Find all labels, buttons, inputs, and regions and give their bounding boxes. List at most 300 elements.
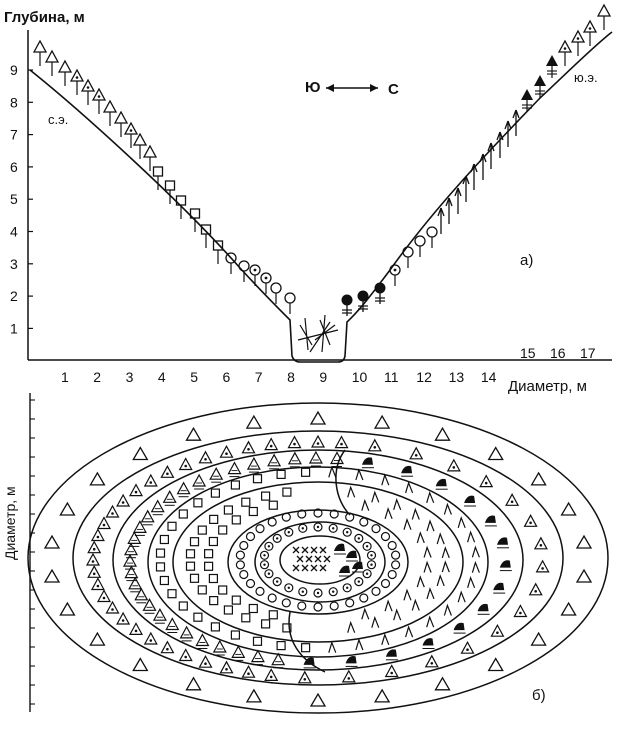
plan-symbol-triangle-lined bbox=[193, 475, 205, 489]
profile-x-tick-label: 8 bbox=[287, 369, 295, 385]
plan-symbol-triangle bbox=[45, 536, 59, 548]
profile-panel bbox=[4, 5, 612, 395]
plan-symbol-reed bbox=[382, 635, 389, 645]
plan-symbol-triangle bbox=[489, 448, 503, 460]
plan-symbol-triangle-dot bbox=[514, 606, 526, 617]
plan-symbol-square bbox=[210, 597, 218, 605]
plan-symbol-reed bbox=[472, 547, 479, 557]
plan-symbol-triangle-dot bbox=[88, 542, 100, 553]
plan-symbol-cross bbox=[315, 556, 321, 562]
plan-symbol-reed bbox=[424, 563, 431, 573]
plan-symbol-triangle-lined bbox=[154, 609, 166, 623]
plan-symbol-cross bbox=[324, 556, 330, 562]
plan-symbol-triangle-dot bbox=[200, 452, 212, 463]
profile-x-tick-label-right: 16 bbox=[550, 345, 566, 361]
profile-x-tick-label: 6 bbox=[222, 369, 231, 385]
profile-panel-label: а) bbox=[520, 252, 534, 269]
plan-symbol-square bbox=[194, 499, 202, 507]
plan-symbol-reed bbox=[427, 617, 434, 627]
profile-plant-symbol bbox=[104, 101, 116, 126]
profile-plant-symbol bbox=[463, 176, 469, 202]
plan-symbol-filled bbox=[500, 560, 512, 570]
plan-symbol-circle bbox=[372, 525, 380, 533]
profile-plant-symbol bbox=[572, 31, 584, 56]
plan-symbol-circle bbox=[372, 587, 380, 595]
profile-plant-symbol bbox=[471, 164, 477, 190]
profile-y-tick-label: 8 bbox=[10, 94, 18, 111]
plan-panel bbox=[2, 393, 608, 713]
plan-symbol-square bbox=[232, 596, 240, 604]
profile-x-tick-label: 5 bbox=[190, 369, 198, 385]
profile-plant-symbol bbox=[59, 61, 71, 86]
plan-symbol-square bbox=[198, 586, 206, 594]
plan-symbol-triangle-dot bbox=[265, 669, 277, 680]
plan-symbol-triangle bbox=[577, 536, 591, 548]
plan-y-ticks bbox=[30, 400, 35, 704]
plan-symbol-reed bbox=[442, 548, 449, 558]
profile-y-axis-title: Глубина, м bbox=[4, 9, 85, 26]
plan-symbol-circle bbox=[247, 533, 255, 541]
profile-plant-symbol bbox=[521, 89, 533, 112]
plan-symbol-square bbox=[187, 562, 195, 570]
plan-symbol-circle bbox=[247, 580, 255, 588]
plan-symbol-triangle-dot bbox=[525, 515, 537, 526]
plan-symbol-triangle bbox=[489, 659, 503, 671]
plan-symbol-triangle-dot bbox=[161, 466, 173, 477]
profile-plant-symbol bbox=[285, 293, 295, 314]
plan-symbol-reed bbox=[362, 501, 369, 511]
plan-symbol-circle bbox=[388, 542, 396, 550]
plan-symbol-square bbox=[283, 488, 291, 496]
plan-symbol-circle-dot bbox=[261, 561, 269, 569]
plan-symbol-reed bbox=[362, 609, 369, 619]
plan-symbol-circle bbox=[256, 525, 264, 533]
plan-symbol-reed bbox=[348, 623, 355, 633]
plan-symbol-square bbox=[157, 563, 165, 571]
plan-symbol-square bbox=[191, 574, 199, 582]
profile-x-tick-label: 10 bbox=[351, 369, 368, 385]
plan-symbol-reed bbox=[385, 601, 392, 611]
plan-symbol-square bbox=[231, 481, 239, 489]
zone-outline-4 bbox=[148, 467, 488, 657]
plan-symbol-triangle-lined bbox=[214, 641, 226, 655]
plan-symbol-triangle bbox=[436, 678, 450, 690]
plan-symbol-triangle-dot bbox=[289, 437, 301, 448]
plan-symbol-square bbox=[160, 536, 168, 544]
plan-symbol-triangle-dot bbox=[200, 656, 212, 667]
profile-y-tick-label: 7 bbox=[10, 126, 18, 143]
plan-symbol-triangle bbox=[90, 633, 104, 645]
plan-symbol-circle bbox=[314, 603, 322, 611]
plan-symbol-square bbox=[302, 644, 310, 652]
plan-symbol-triangle-dot bbox=[107, 602, 119, 613]
profile-plant-symbol bbox=[250, 265, 260, 286]
profile-y-tick-label: 6 bbox=[10, 158, 18, 175]
plan-symbol-triangle-lined bbox=[289, 453, 301, 467]
plan-symbol-circle bbox=[282, 599, 290, 607]
plan-symbol-triangle-lined bbox=[181, 627, 193, 641]
plan-symbol-triangle-dot bbox=[130, 623, 142, 634]
profile-x-tick-label: 1 bbox=[61, 369, 69, 385]
plan-symbol-circle-dot bbox=[368, 561, 376, 569]
plan-symbol-square bbox=[302, 468, 310, 476]
direction-indicator bbox=[305, 79, 399, 98]
plan-symbol-filled bbox=[352, 562, 364, 572]
plan-symbol-triangle bbox=[311, 412, 325, 424]
plan-symbol-reed bbox=[404, 590, 411, 600]
plan-symbol-reed bbox=[385, 509, 392, 519]
plan-symbol-triangle-dot bbox=[88, 566, 100, 577]
profile-y-tick-label: 3 bbox=[10, 255, 18, 272]
plan-symbol-triangle-dot bbox=[448, 460, 460, 471]
plan-symbol-circle bbox=[392, 551, 400, 559]
plan-symbol-reed bbox=[394, 610, 401, 620]
plan-symbol-circle bbox=[382, 533, 390, 541]
plan-symbol-cross bbox=[293, 547, 299, 553]
plan-symbol-triangle-lined bbox=[272, 654, 284, 668]
profile-plant-symbol bbox=[239, 261, 249, 282]
plan-symbol-triangle-dot bbox=[426, 656, 438, 667]
plan-symbol-reed bbox=[437, 534, 444, 544]
plan-symbol-triangle bbox=[133, 448, 147, 460]
plan-symbol-square bbox=[219, 586, 227, 594]
plan-symbol-triangle-lined bbox=[152, 501, 164, 515]
profile-plant-symbol bbox=[559, 41, 571, 66]
plan-symbol-filled bbox=[464, 496, 476, 506]
plan-symbol-circle-dot bbox=[343, 584, 351, 592]
plan-symbol-circle bbox=[240, 571, 248, 579]
plan-symbol-filled bbox=[386, 649, 398, 659]
plan-symbol-triangle-lined bbox=[232, 646, 244, 660]
profile-plant-symbol bbox=[438, 208, 444, 234]
plan-symbol-triangle-lined bbox=[129, 578, 141, 592]
profile-plant-symbol bbox=[125, 123, 137, 148]
plan-symbol-triangle bbox=[562, 503, 576, 515]
plan-symbol-circle-dot bbox=[261, 551, 269, 559]
plan-symbol-triangle-dot bbox=[343, 671, 355, 682]
plan-symbol-triangle bbox=[375, 690, 389, 702]
plan-symbol-circle bbox=[360, 518, 368, 526]
plan-symbol-square bbox=[249, 508, 257, 516]
plan-symbol-cross bbox=[320, 565, 326, 571]
plan-symbol-triangle-dot bbox=[98, 518, 110, 529]
plan-symbol-square bbox=[269, 611, 277, 619]
plan-symbol-triangle-dot bbox=[92, 530, 104, 541]
plan-symbol-filled bbox=[436, 479, 448, 489]
plan-symbol-circle bbox=[236, 551, 244, 559]
plan-symbol-filled bbox=[401, 466, 413, 476]
plan-symbol-circle bbox=[236, 561, 244, 569]
plan-symbol-square bbox=[179, 510, 187, 518]
plan-symbol-circle-dot bbox=[363, 570, 371, 578]
plan-symbol-square bbox=[277, 642, 285, 650]
profile-right-label: ю.э. bbox=[574, 70, 598, 85]
plan-symbol-circle bbox=[282, 513, 290, 521]
plan-symbol-filled bbox=[334, 544, 346, 554]
plan-symbol-triangle-dot bbox=[369, 440, 381, 451]
plan-symbol-triangle bbox=[532, 633, 546, 645]
plan-symbol-triangle-dot bbox=[243, 442, 255, 453]
central-plant-cluster bbox=[298, 315, 338, 352]
plan-symbol-triangle-dot bbox=[92, 579, 104, 590]
profile-x-tick-label: 3 bbox=[125, 369, 134, 385]
zone-outlines bbox=[28, 403, 608, 713]
profile-y-ticks bbox=[10, 62, 33, 336]
plan-symbol-circle-dot bbox=[314, 589, 322, 597]
plan-symbol-circle bbox=[360, 594, 368, 602]
basin-profile-outline bbox=[30, 32, 612, 362]
plan-symbol-circle-dot bbox=[299, 524, 307, 532]
plan-symbol-triangle bbox=[187, 678, 201, 690]
plan-symbol-square bbox=[254, 637, 262, 645]
plan-symbol-filled bbox=[497, 537, 509, 547]
plan-symbol-reed bbox=[458, 518, 465, 528]
plan-symbol-circle bbox=[330, 602, 338, 610]
plan-symbol-triangle bbox=[436, 428, 450, 440]
profile-x-tick-label: 13 bbox=[448, 369, 465, 385]
profile-plant-symbol bbox=[134, 134, 146, 159]
plan-symbol-triangle bbox=[562, 603, 576, 615]
plan-symbol-triangle-lined bbox=[164, 491, 176, 505]
plan-symbol-circle-dot bbox=[265, 570, 273, 578]
plan-symbol-reed bbox=[468, 578, 475, 588]
plan-panel-label: б) bbox=[532, 687, 546, 704]
plan-symbol-triangle-lined bbox=[166, 619, 178, 633]
profile-plant-symbol bbox=[427, 227, 437, 248]
profile-x-tick-label: 7 bbox=[254, 369, 263, 385]
plan-symbol-circle-dot bbox=[285, 528, 293, 536]
plan-symbol-square bbox=[160, 577, 168, 585]
profile-plant-symbol bbox=[480, 154, 486, 180]
plan-symbol-cross bbox=[311, 565, 317, 571]
plan-symbol-reed bbox=[458, 592, 465, 602]
profile-plant-symbol bbox=[546, 55, 558, 78]
plan-symbol-square bbox=[262, 492, 270, 500]
plan-symbol-reed bbox=[372, 618, 379, 628]
plan-symbol-square bbox=[232, 516, 240, 524]
profile-y-tick-label: 9 bbox=[10, 62, 18, 78]
zone-outline-2 bbox=[73, 431, 563, 685]
plan-symbol-reed bbox=[417, 533, 424, 543]
plan-symbol-reed bbox=[444, 606, 451, 616]
plan-symbol-triangle-dot bbox=[506, 494, 518, 505]
plan-symbol-triangle bbox=[90, 473, 104, 485]
plan-symbol-square bbox=[269, 501, 277, 509]
zone-outline-5 bbox=[173, 482, 463, 642]
plan-symbol-circle-dot bbox=[273, 534, 281, 542]
plan-symbol-triangle-dot bbox=[145, 633, 157, 644]
plan-symbol-square bbox=[277, 470, 285, 478]
plan-symbol-square bbox=[224, 606, 232, 614]
plan-symbol-square bbox=[249, 605, 257, 613]
plan-symbol-square bbox=[198, 526, 206, 534]
profile-plant-symbol bbox=[34, 41, 46, 66]
profile-plant-symbol bbox=[375, 283, 386, 305]
plan-symbol-triangle-lined bbox=[142, 511, 154, 525]
plan-symbol-square bbox=[209, 538, 217, 546]
plan-symbol-triangle-dot bbox=[530, 584, 542, 595]
profile-vegetation-symbols bbox=[34, 5, 610, 316]
plan-symbol-reed bbox=[417, 577, 424, 587]
plan-symbol-reed bbox=[348, 487, 355, 497]
plan-symbol-circle-dot bbox=[285, 584, 293, 592]
plan-symbol-triangle-dot bbox=[480, 476, 492, 487]
plan-symbol-filled bbox=[485, 516, 497, 526]
plan-symbol-triangle-dot bbox=[180, 650, 192, 661]
plan-symbol-filled bbox=[454, 623, 466, 633]
plan-symbol-filled bbox=[478, 604, 490, 614]
plan-symbol-triangle-dot bbox=[243, 666, 255, 677]
plan-symbol-triangle-dot bbox=[491, 625, 503, 636]
plan-symbol-square bbox=[168, 522, 176, 530]
plan-symbol-square bbox=[254, 475, 262, 483]
plan-symbol-cross bbox=[297, 556, 303, 562]
plan-symbol-filled bbox=[346, 656, 358, 666]
profile-plant-symbol bbox=[584, 21, 596, 46]
profile-plant-symbol bbox=[497, 132, 503, 158]
plan-symbol-reed bbox=[442, 562, 449, 572]
plan-symbol-triangle bbox=[375, 416, 389, 428]
plan-symbol-triangle bbox=[532, 473, 546, 485]
plan-symbol-triangle bbox=[247, 416, 261, 428]
profile-plant-symbol bbox=[191, 209, 200, 232]
plan-symbol-cross bbox=[293, 565, 299, 571]
profile-plant-symbol bbox=[271, 283, 281, 304]
plan-symbol-triangle-dot bbox=[386, 666, 398, 677]
plan-symbol-triangle bbox=[247, 690, 261, 702]
profile-y-tick-label: 4 bbox=[10, 223, 18, 240]
plan-symbol-triangle-lined bbox=[125, 544, 137, 558]
profile-x-axis-title: Диаметр, м bbox=[508, 378, 587, 395]
plan-symbol-square bbox=[210, 515, 218, 523]
plan-y-axis-title: Диаметр, м bbox=[2, 486, 18, 560]
profile-plant-symbol bbox=[446, 198, 452, 224]
plan-symbol-triangle bbox=[187, 428, 201, 440]
plan-symbol-square bbox=[231, 631, 239, 639]
profile-plant-symbol bbox=[455, 188, 461, 214]
plan-symbol-triangle bbox=[60, 503, 74, 515]
plan-symbol-square bbox=[211, 623, 219, 631]
plan-symbol-circle bbox=[388, 571, 396, 579]
plan-symbol-triangle-dot bbox=[145, 475, 157, 486]
plan-symbol-reed bbox=[372, 492, 379, 502]
plan-symbol-triangle-dot bbox=[130, 485, 142, 496]
plan-symbol-square bbox=[242, 498, 250, 506]
plan-symbol-square bbox=[187, 550, 195, 558]
profile-x-tick-label: 9 bbox=[319, 369, 328, 385]
plan-symbol-reed bbox=[406, 483, 413, 493]
plan-symbol-reed bbox=[472, 563, 479, 573]
plan-symbol-reed bbox=[437, 576, 444, 586]
plan-symbol-reed bbox=[412, 510, 419, 520]
profile-plant-symbol bbox=[93, 89, 105, 114]
plan-symbol-square bbox=[157, 549, 165, 557]
profile-plant-symbol bbox=[177, 196, 186, 219]
plan-symbol-square bbox=[262, 620, 270, 628]
plan-symbol-reed bbox=[329, 643, 336, 653]
plan-symbol-triangle-dot bbox=[117, 495, 129, 506]
profile-plant-symbol bbox=[226, 253, 236, 274]
plan-symbol-triangle-lined bbox=[252, 651, 264, 665]
plan-symbol-triangle-dot bbox=[462, 642, 474, 653]
profile-plant-symbol bbox=[342, 295, 353, 317]
plan-symbol-filled bbox=[339, 566, 351, 576]
plan-symbol-square bbox=[194, 613, 202, 621]
plan-symbol-circle bbox=[298, 602, 306, 610]
plan-symbol-triangle-dot bbox=[265, 439, 277, 450]
profile-y-tick-label: 2 bbox=[10, 288, 18, 305]
plan-symbol-reed bbox=[427, 589, 434, 599]
plan-symbol-triangle-dot bbox=[107, 506, 119, 517]
plan-symbol-square bbox=[205, 550, 213, 558]
plan-symbol-reed bbox=[444, 505, 451, 515]
profile-x-tick-label: 12 bbox=[416, 369, 432, 385]
plan-symbol-triangle bbox=[311, 694, 325, 706]
plan-symbol-circle bbox=[382, 580, 390, 588]
plan-symbol-reed bbox=[394, 500, 401, 510]
plan-symbol-triangle bbox=[133, 659, 147, 671]
profile-plant-symbol bbox=[598, 5, 610, 30]
direction-south-label: Ю bbox=[305, 79, 321, 96]
plan-symbol-triangle bbox=[45, 570, 59, 582]
plan-symbol-triangle-dot bbox=[410, 448, 422, 459]
profile-plant-symbol bbox=[488, 143, 494, 169]
plan-symbol-filled bbox=[423, 638, 435, 648]
zone-outline-8 bbox=[280, 536, 360, 584]
plan-symbol-reed bbox=[329, 467, 336, 477]
plan-symbol-circle bbox=[256, 587, 264, 595]
direction-north-label: С bbox=[388, 81, 399, 98]
plan-symbol-filled bbox=[362, 457, 374, 467]
plan-symbol-reed bbox=[382, 475, 389, 485]
plan-symbol-circle bbox=[346, 599, 354, 607]
plan-symbol-triangle-lined bbox=[178, 483, 190, 497]
profile-left-label: с.э. bbox=[48, 112, 69, 127]
plan-symbol-triangle-dot bbox=[161, 642, 173, 653]
plan-symbol-square bbox=[209, 575, 217, 583]
plan-symbol-triangle-dot bbox=[336, 437, 348, 448]
plan-symbol-triangle-lined bbox=[310, 452, 322, 466]
plan-symbol-triangle-lined bbox=[135, 589, 147, 603]
plan-symbol-triangle-dot bbox=[312, 436, 324, 447]
plan-symbol-triangle-dot bbox=[87, 554, 99, 565]
plan-symbol-triangle-lined bbox=[144, 599, 156, 613]
plan-symbol-triangle bbox=[60, 603, 74, 615]
profile-plant-symbol bbox=[46, 51, 58, 76]
plan-symbol-circle bbox=[268, 594, 276, 602]
plan-symbol-cross bbox=[320, 547, 326, 553]
profile-plant-symbol bbox=[82, 80, 94, 105]
plan-symbol-triangle-dot bbox=[221, 662, 233, 673]
plan-symbol-triangle-lined bbox=[229, 463, 241, 477]
plan-symbol-circle-dot bbox=[265, 542, 273, 550]
plan-symbol-triangle-dot bbox=[180, 459, 192, 470]
plan-symbol-cross bbox=[311, 547, 317, 553]
plan-symbol-reed bbox=[424, 548, 431, 558]
profile-x-tick-label-right: 15 bbox=[520, 345, 536, 361]
plan-symbol-triangle-dot bbox=[537, 561, 549, 572]
plan-symbol-circle-dot bbox=[299, 588, 307, 596]
profile-y-tick-label: 1 bbox=[10, 320, 18, 337]
plan-symbol-reed bbox=[427, 493, 434, 503]
plan-symbol-triangle-lined bbox=[124, 555, 136, 569]
plan-symbol-circle-dot bbox=[273, 578, 281, 586]
plan-symbol-triangle-lined bbox=[196, 635, 208, 649]
plan-symbol-circle bbox=[268, 518, 276, 526]
plan-symbol-square bbox=[224, 506, 232, 514]
plan-symbol-reed bbox=[356, 470, 363, 480]
plan-symbol-reed bbox=[404, 520, 411, 530]
